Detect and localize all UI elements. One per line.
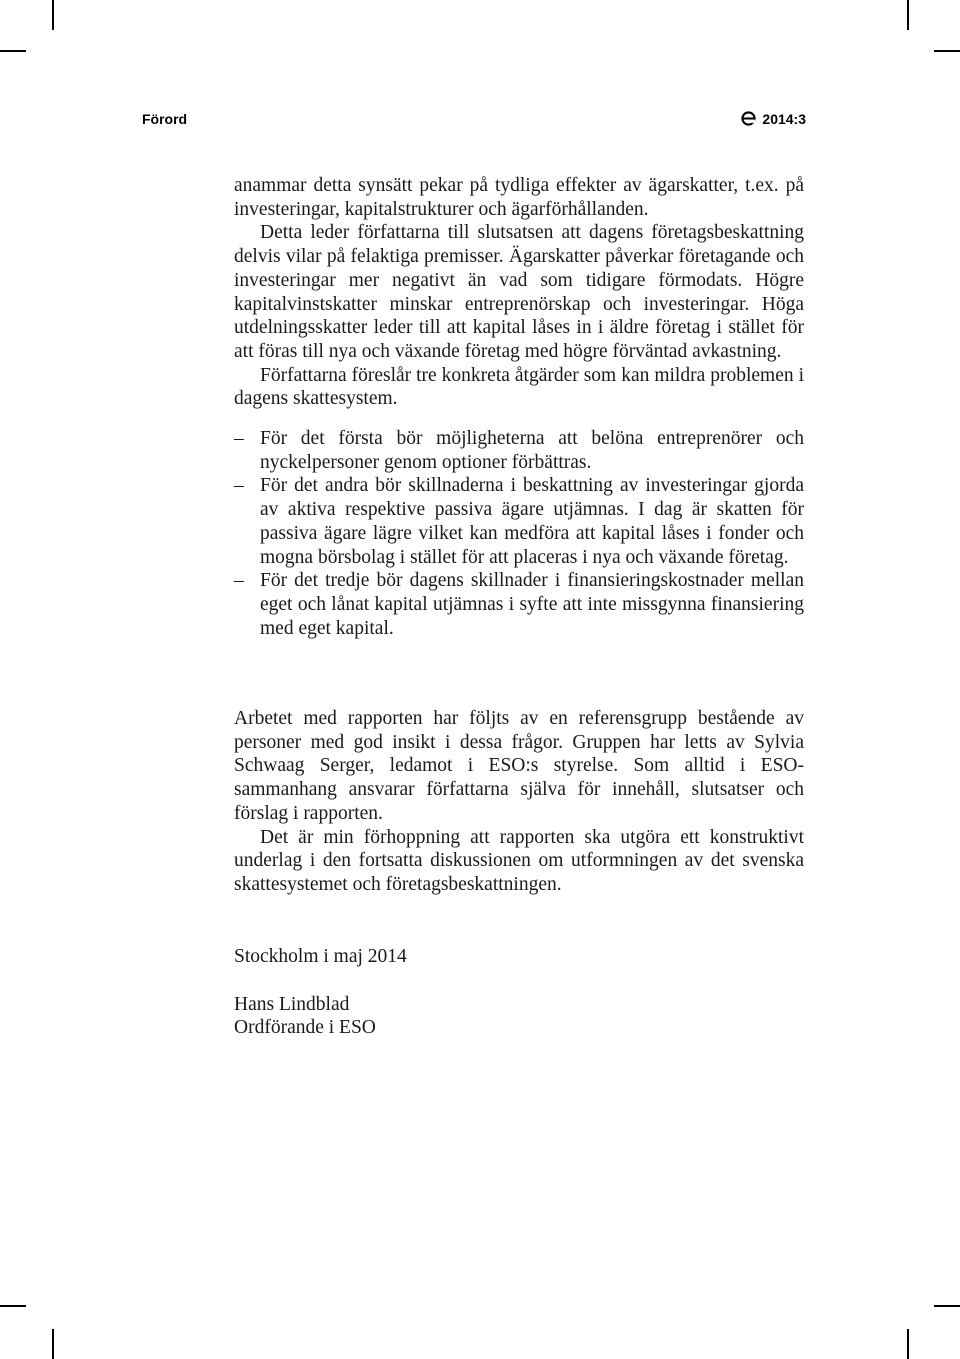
paragraph: anammar detta synsätt pekar på tydliga effekter av ägarskatter, t.ex. på investeringar, kapitalstrukturer och ägarförhållanden. xyxy=(234,175,804,220)
list-dash: – xyxy=(234,570,244,592)
paragraph: Det är min förhoppning att rapporten ska utgöra ett konstruktivt underlag i den fortsatta diskussionen om utformningen av det svenska skattesystemet och företagsbeskattningen. xyxy=(234,826,804,895)
issue-number xyxy=(741,111,806,127)
list-item-text: För det tredje bör dagens skillnader i finansieringskostnader mellan eget och lånat kapital utjämnas i syfte att inte missgynna finansiering med eget kapital. xyxy=(260,570,804,639)
paragraph: Arbetet med rapporten har följts av en referensgrupp bestående av personer med god insikt i dessa frågor. Gruppen har letts av Sylvia Schwaag Serger, ledamot i ESO:s styrelse. Som alltid i ESO-sammanhang ansvarar författarna själva för innehåll, slutsatser och förslag i rapporten. xyxy=(234,708,804,824)
list-dash: – xyxy=(234,475,244,497)
crop-mark xyxy=(907,1329,909,1359)
list-item-text: För det första bör möjligheterna att belöna entreprenörer och nyckelpersoner genom optioner förbättras. xyxy=(260,428,804,473)
crop-mark xyxy=(934,1305,960,1307)
crop-mark xyxy=(52,1329,54,1359)
issue-label: 2014:3 xyxy=(762,111,806,127)
signatory-role: Ordförande i ESO xyxy=(234,1017,376,1039)
crop-mark xyxy=(934,50,960,52)
eso-logo-icon xyxy=(741,111,756,126)
crop-mark xyxy=(52,0,54,30)
body-text-upper xyxy=(234,174,804,640)
crop-mark xyxy=(907,0,909,30)
section-title: Förord xyxy=(142,111,188,127)
list-item-text: För det andra bör skillnaderna i beskattning av investeringar gjorda av aktiva respektive passiva ägare utjämnas. I dag är skatten för passiva ägare lägre vilket kan medföra att kapital låses i fonder och mogna börsbolag i stället för att placeras i nya och växande företag. xyxy=(260,475,804,568)
paragraph: Författarna föreslår tre konkreta åtgärder som kan mildra problemen i dagens skattesystem. xyxy=(234,364,804,410)
measures-list xyxy=(234,427,804,640)
list-item xyxy=(234,474,804,569)
signatory-name: Hans Lindblad xyxy=(234,993,350,1015)
signature-block xyxy=(234,945,804,1040)
list-item xyxy=(234,427,804,474)
body-text-lower xyxy=(234,707,804,897)
running-header xyxy=(142,111,806,131)
place-date: Stockholm i maj 2014 xyxy=(234,946,407,967)
crop-mark xyxy=(0,1305,26,1307)
paragraph: Detta leder författarna till slutsatsen att dagens företagsbeskattning delvis vilar på felaktiga premisser. Ägarskatter påverkar företagande och investeringar mer negativt än vad som tidigare förmodats. Högre kapitalvinstskatter minskar entreprenörskap och investeringar. Höga utdelningsskatter leder till att kapital låses in i äldre företag i stället för att föras till nya och växande företag med högre förväntad avkastning. xyxy=(234,222,804,362)
list-item xyxy=(234,569,804,640)
list-dash: – xyxy=(234,428,244,450)
crop-mark xyxy=(0,50,26,52)
